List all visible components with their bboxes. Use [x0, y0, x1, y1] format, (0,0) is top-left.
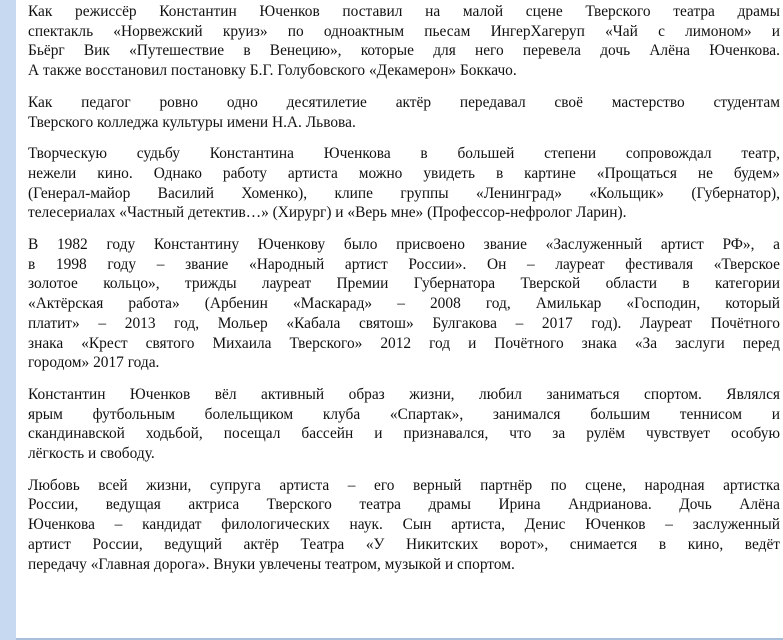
- paragraph-family: [28, 476, 780, 575]
- text-line: нежели кино. Однако работу артиста можно увидеть в картине «Прощаться не будем»: [28, 164, 780, 182]
- text-line: (Генерал-майор Василий Хоменко), клипе группы «Ленинград» «Кольщик» (Губернатор),: [28, 184, 780, 202]
- text-line: А также восстановил постановку Б.Г. Голубовского «Декамерон» Боккачо.: [28, 62, 517, 80]
- text-line: артист России, ведущий актёр Театра «У Никитских ворот», снимается в кино, ведёт: [28, 535, 780, 553]
- text-line: Как режиссёр Константин Юченков поставил на малой сцене Тверского театра драмы: [28, 3, 780, 20]
- text-line: Юченкова – кандидат филологических наук. Сын артиста, Денис Юченков – заслуженный: [28, 516, 780, 534]
- text-line: скандинавской ходьбой, посещал бассейн и признавался, что за рулём чувствует особую: [28, 425, 780, 443]
- paragraph-film-work: [28, 144, 780, 223]
- text-line: Константин Юченков вёл активный образ жизни, любил заниматься спортом. Являлся: [28, 385, 780, 403]
- text-line: «Актёрская работа» (Арбенин «Маскарад» – 2008 год, Амилькар «Господин, который: [28, 295, 780, 313]
- paragraph-lifestyle: [28, 385, 780, 464]
- text-line: лёгкость и свободу.: [28, 445, 155, 463]
- text-line: спектакль «Норвежский круиз» по одноактным пьесам ИнгерХагеруп «Чай с лимоном» и: [28, 22, 780, 40]
- text-line: Тверского колледжа культуры имени Н.А. Львова.: [28, 113, 356, 131]
- text-line: России, ведущая актриса Тверского театра драмы Ирина Андрианова. Дочь Алёна: [28, 496, 780, 514]
- paragraph-director-work: [28, 2, 780, 81]
- text-line: платит» – 2013 год, Мольер «Кабала святош» Булгакова – 2017 год). Лауреат Почётного: [28, 314, 780, 332]
- text-line: телесериалах «Частный детектив…» (Хирург) и «Верь мне» (Профессор-нефролог Ларин).: [28, 204, 627, 222]
- text-line: в 1998 году – звание «Народный артист России». Он – лауреат фестиваля «Тверское: [28, 255, 780, 273]
- text-line: Любовь всей жизни, супруга артиста – его верный партнёр по сцене, народная артистка: [28, 476, 780, 494]
- paragraph-teacher: [28, 93, 780, 132]
- document-page: [16, 0, 783, 640]
- text-line: передачу «Главная дорога». Внуки увлечены театром, музыкой и спортом.: [28, 555, 515, 573]
- text-line: городом» 2017 года.: [28, 354, 160, 372]
- text-line: Как педагог ровно одно десятилетие актёр передавал своё мастерство студентам: [28, 93, 780, 111]
- text-line: золотое кольцо», трижды лауреат Премии Губернатора Тверской области в категории: [28, 275, 780, 293]
- text-line: ярым футбольным болельщиком клуба «Спартак», занимался большим теннисом и: [28, 405, 780, 423]
- text-line: Бьёрг Вик «Путешествие в Венецию», которые для него перевела дочь Алёна Юченкова.: [28, 42, 780, 60]
- text-line: В 1982 году Константину Юченкову было присвоено звание «Заслуженный артист РФ», а: [28, 236, 780, 254]
- paragraph-awards: [28, 235, 780, 373]
- text-line: знака «Крест святого Михаила Тверского» 2012 год и Почётного знака «За заслуги перед: [28, 334, 780, 352]
- text-line: Творческую судьбу Константина Юченкова в большей степени сопровождал театр,: [28, 145, 780, 163]
